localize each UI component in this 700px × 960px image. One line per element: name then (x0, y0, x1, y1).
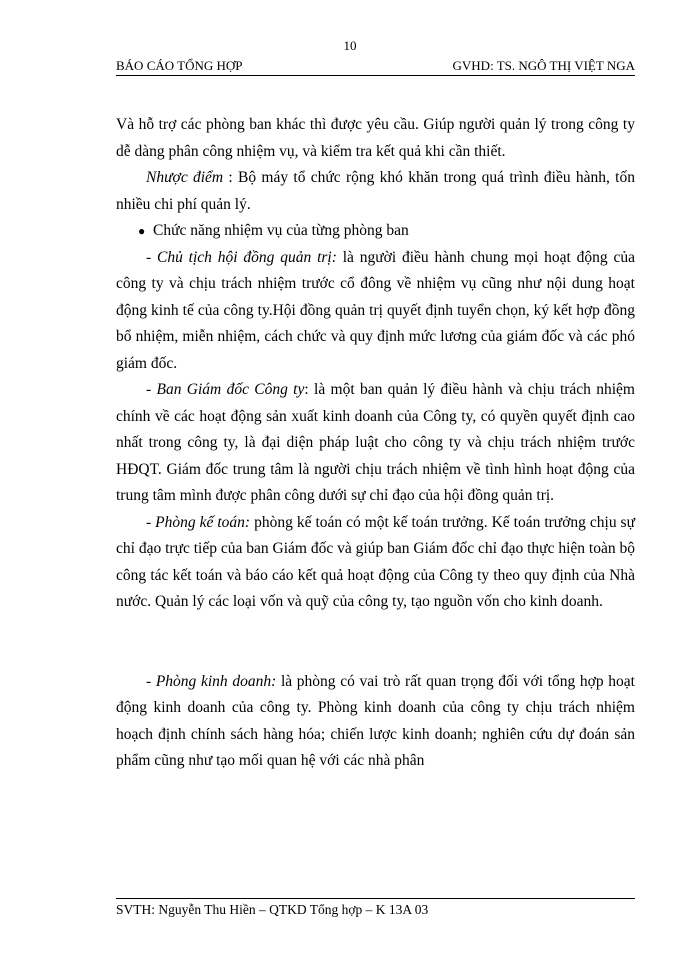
business-text: là phòng có vai trò rất quan trọng đối với tổng hợp hoạt động kinh doanh của công ty. Phòng kinh doanh của công ty chịu trách nhiệm hoạch định chính sách hàng hóa; chiến lược kinh doanh; nghiên cứu dự đoán sản phẩm cũng như tạo mối quan hệ với các nhà phân (116, 672, 635, 769)
accounting-label: Phòng kế toán: (155, 513, 251, 531)
paragraph-disadvantage (116, 165, 635, 218)
header-title: BÁO CÁO TỔNG HỢP (116, 58, 243, 73)
board-directors-label: Ban Giám đốc Công ty (156, 381, 305, 398)
board-chairman-label: Chủ tịch hội đồng quản trị: (157, 248, 337, 266)
paragraph-intro: Và hỗ trợ các phòng ban khác thì được yêu cầu. Giúp người quản lý trong công ty dễ dàng phân công nhiệm vụ, và kiểm tra kết quả khi cần thiết. (116, 116, 635, 160)
board-chairman-text: là người điều hành chung mọi hoạt động của công ty và chịu trách nhiệm trước cổ đông về nhiệm vụ cũng như nội dung hoạt động kinh tế của công ty.Hội đồng quản trị quyết định tuyển chọn, ký kết hợp đồng bổ nhiệm, miễn nhiệm, cách chức và quy định mức lương của giám đốc và các phó giám đốc. (116, 248, 635, 372)
page-header (116, 56, 635, 76)
bullet-dot-icon: ● (138, 224, 146, 238)
business-label: Phòng kinh doanh: (155, 672, 277, 690)
paragraph-business: - Phòng kinh doanh: là phòng có vai trò rất quan trọng đối với tổng hợp hoạt động kinh doanh của công ty. Phòng kinh doanh của công ty chịu trách nhiệm hoạch định chính sách hàng hóa; chiến lược kinh doanh; nghiên cứu dự đoán sản phẩm cũng như tạo mối quan hệ với các nhà phân (116, 672, 635, 769)
page-footer: SVTH: Nguyễn Thu Hiền – QTKD Tổng hợp – K 13A 03 (116, 898, 635, 918)
header-advisor: GVHD: TS. NGÔ THỊ VIỆT NGA (452, 58, 635, 73)
spacer (116, 616, 635, 669)
disadvantage-text: : Bộ máy tổ chức rộng khó khăn trong quá trình điều hành, tốn nhiều chi phí quản lý. (116, 169, 635, 213)
paragraph-board-chairman: - Chủ tịch hội đồng quản trị: là người điều hành chung mọi hoạt động của công ty và chịu trách nhiệm trước cổ đông về nhiệm vụ cũng như nội dung hoạt động kinh tế của công ty.Hội đồng quản trị quyết định tuyển chọn, ký kết hợp đồng bổ nhiệm, miễn nhiệm, cách chức và quy định mức lương của giám đốc và các phó giám đốc. (116, 248, 635, 372)
board-directors-text: : là một ban quản lý điều hành và chịu trách nhiệm chính về các hoạt động sản xuất kinh doanh của Công ty, có quyền quyết định cao nhất trong công ty, là đại diện pháp luật cho công ty và chịu trách nhiệm trước HĐQT. Giám đốc trung tâm là người chịu trách nhiệm về tình hình hoạt động của trung tâm mình được phân công dưới sự chỉ đạo của hội đồng quản trị. (116, 381, 635, 504)
paragraph-board-directors: - Ban Giám đốc Công ty: là một ban quản lý điều hành và chịu trách nhiệm chính về các hoạt động sản xuất kinh doanh của Công ty, có quyền quyết định cao nhất trong công ty, là đại diện pháp luật cho công ty và chịu trách nhiệm trước HĐQT. Giám đốc trung tâm là người chịu trách nhiệm về tình hình hoạt động của trung tâm mình được phân công dưới sự chỉ đạo của hội đồng quản trị. (116, 381, 635, 504)
paragraph-accounting: - Phòng kế toán: phòng kế toán có một kế toán trưởng. Kế toán trưởng chịu sự chỉ đạo trực tiếp của ban Giám đốc và giúp ban Giám đốc chỉ đạo thực hiện toàn bộ công tác kết toán và báo cáo kết quả hoạt động của Công ty theo quy định của Nhà nước. Quản lý các loại vốn và quỹ của công ty, tạo nguồn vốn cho kinh doanh. (116, 513, 635, 610)
accounting-text: phòng kế toán có một kế toán trưởng. Kế toán trưởng chịu sự chỉ đạo trực tiếp của ban Giám đốc và giúp ban Giám đốc chỉ đạo thực hiện toàn bộ công tác kết toán và báo cáo kết quả hoạt động của Công ty theo quy định của Nhà nước. Quản lý các loại vốn và quỹ của công ty, tạo nguồn vốn cho kinh doanh. (116, 513, 635, 610)
bullet-item (116, 218, 635, 245)
bullet-text: Chức năng nhiệm vụ của từng phòng ban (153, 222, 409, 239)
page-number: 10 (343, 38, 357, 53)
document-body (116, 112, 635, 775)
disadvantage-label: Nhược điểm (146, 169, 224, 186)
